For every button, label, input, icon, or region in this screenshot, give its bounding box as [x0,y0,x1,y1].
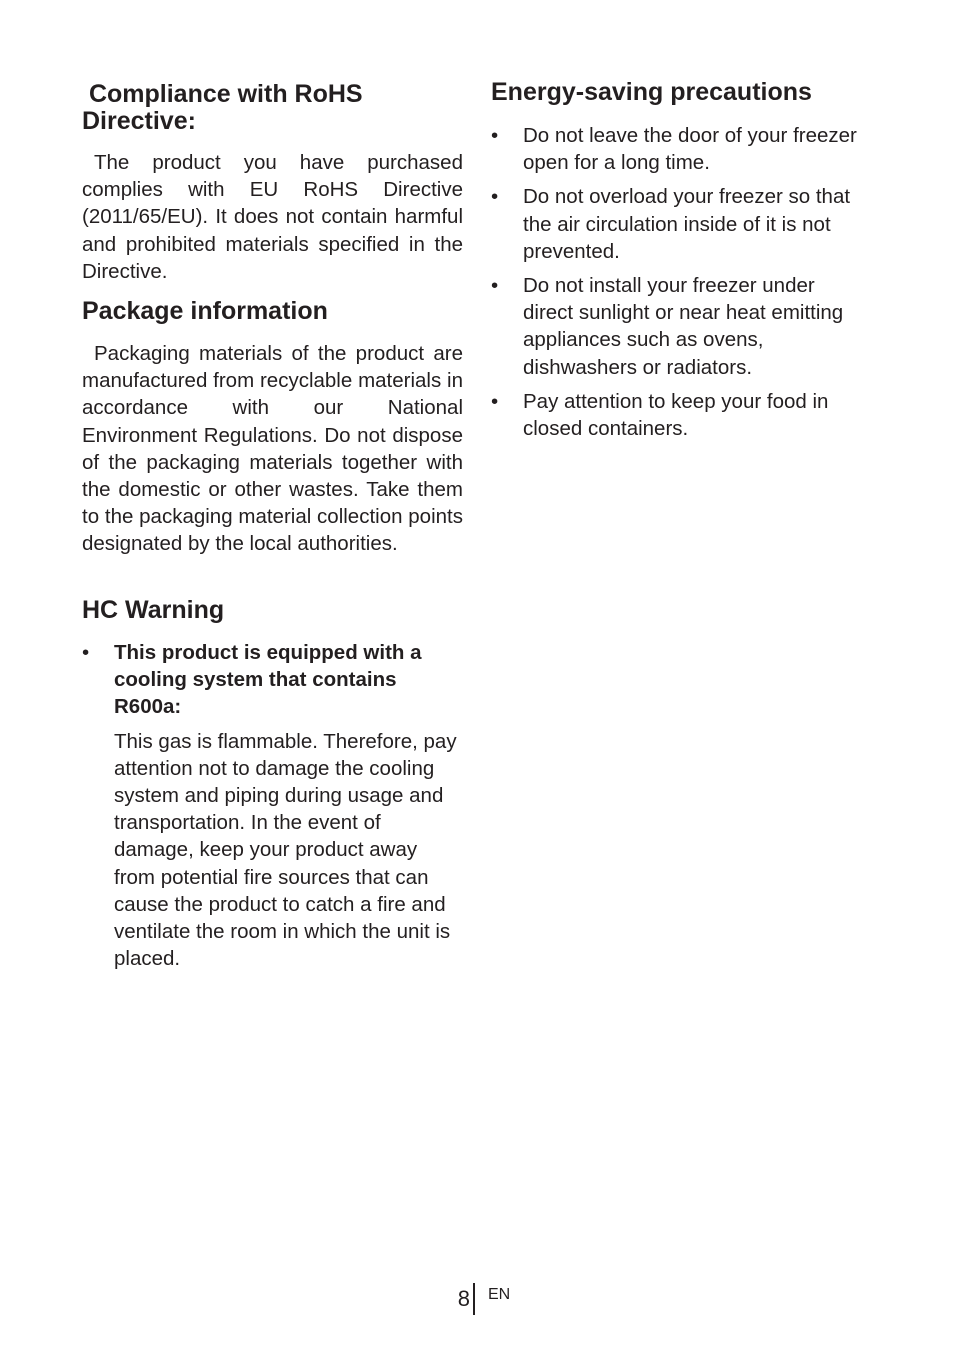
energy-heading: Energy-saving precautions [491,78,812,106]
rohs-section [82,81,463,285]
list-item [491,388,863,442]
energy-item-text: Do not leave the door of your freezer open for a long time. [523,124,857,175]
language-code: EN [488,1286,511,1303]
energy-item-text: Do not install your freezer under direct sunlight or near heat emitting appliances such as ovens, dishwashers or radiators. [523,274,844,379]
energy-list [491,122,863,442]
page-footer [420,1283,540,1315]
rohs-body: The product you have purchased complies with EU RoHS Directive (2011/65/EU). It does not contain harmful and prohibited materials specified in the Directive. [82,151,463,283]
hc-warning-heading: HC Warning [82,596,225,624]
package-section [82,298,463,558]
hc-warning-bullet-title: This product is equipped with a cooling system that contains R600a: [114,641,422,719]
hc-warning-body: This gas is flammable. Therefore, pay attention not to damage the cooling system and piping during usage and transportation. In the event of damage, keep your product away from potential fire sources that can cause the product to catch a fire and ventilate the room in which the unit is placed. [114,729,457,971]
bullet-icon: • [82,641,90,664]
list-item [491,272,863,381]
list-item [491,122,863,176]
page-number: 8 [457,1286,470,1311]
package-body: Packaging materials of the product are manufactured from recyclable materials in accordance with our National Environment Regulations. Do not dispose of the packaging materials together with the domestic or other wastes. Take them to the packaging material collection points designated by the local authorities. [82,342,463,556]
bullet-icon: • [491,389,499,413]
hc-warning-list [82,639,442,721]
list-item [82,639,442,721]
bullet-icon: • [491,185,499,209]
bullet-icon: • [491,124,499,147]
energy-item-text: Do not overload your freezer so that the air circulation inside of it is not prevented. [523,185,851,263]
energy-section [491,79,863,442]
package-heading: Package information [82,297,328,325]
list-item [491,183,863,265]
bullet-icon: • [491,274,499,298]
rohs-heading: Compliance with RoHS Directive: [82,80,370,135]
energy-item-text: Pay attention to keep your food in closed containers. [523,389,829,441]
footer-divider [473,1283,475,1315]
hc-warning-section [82,597,463,972]
